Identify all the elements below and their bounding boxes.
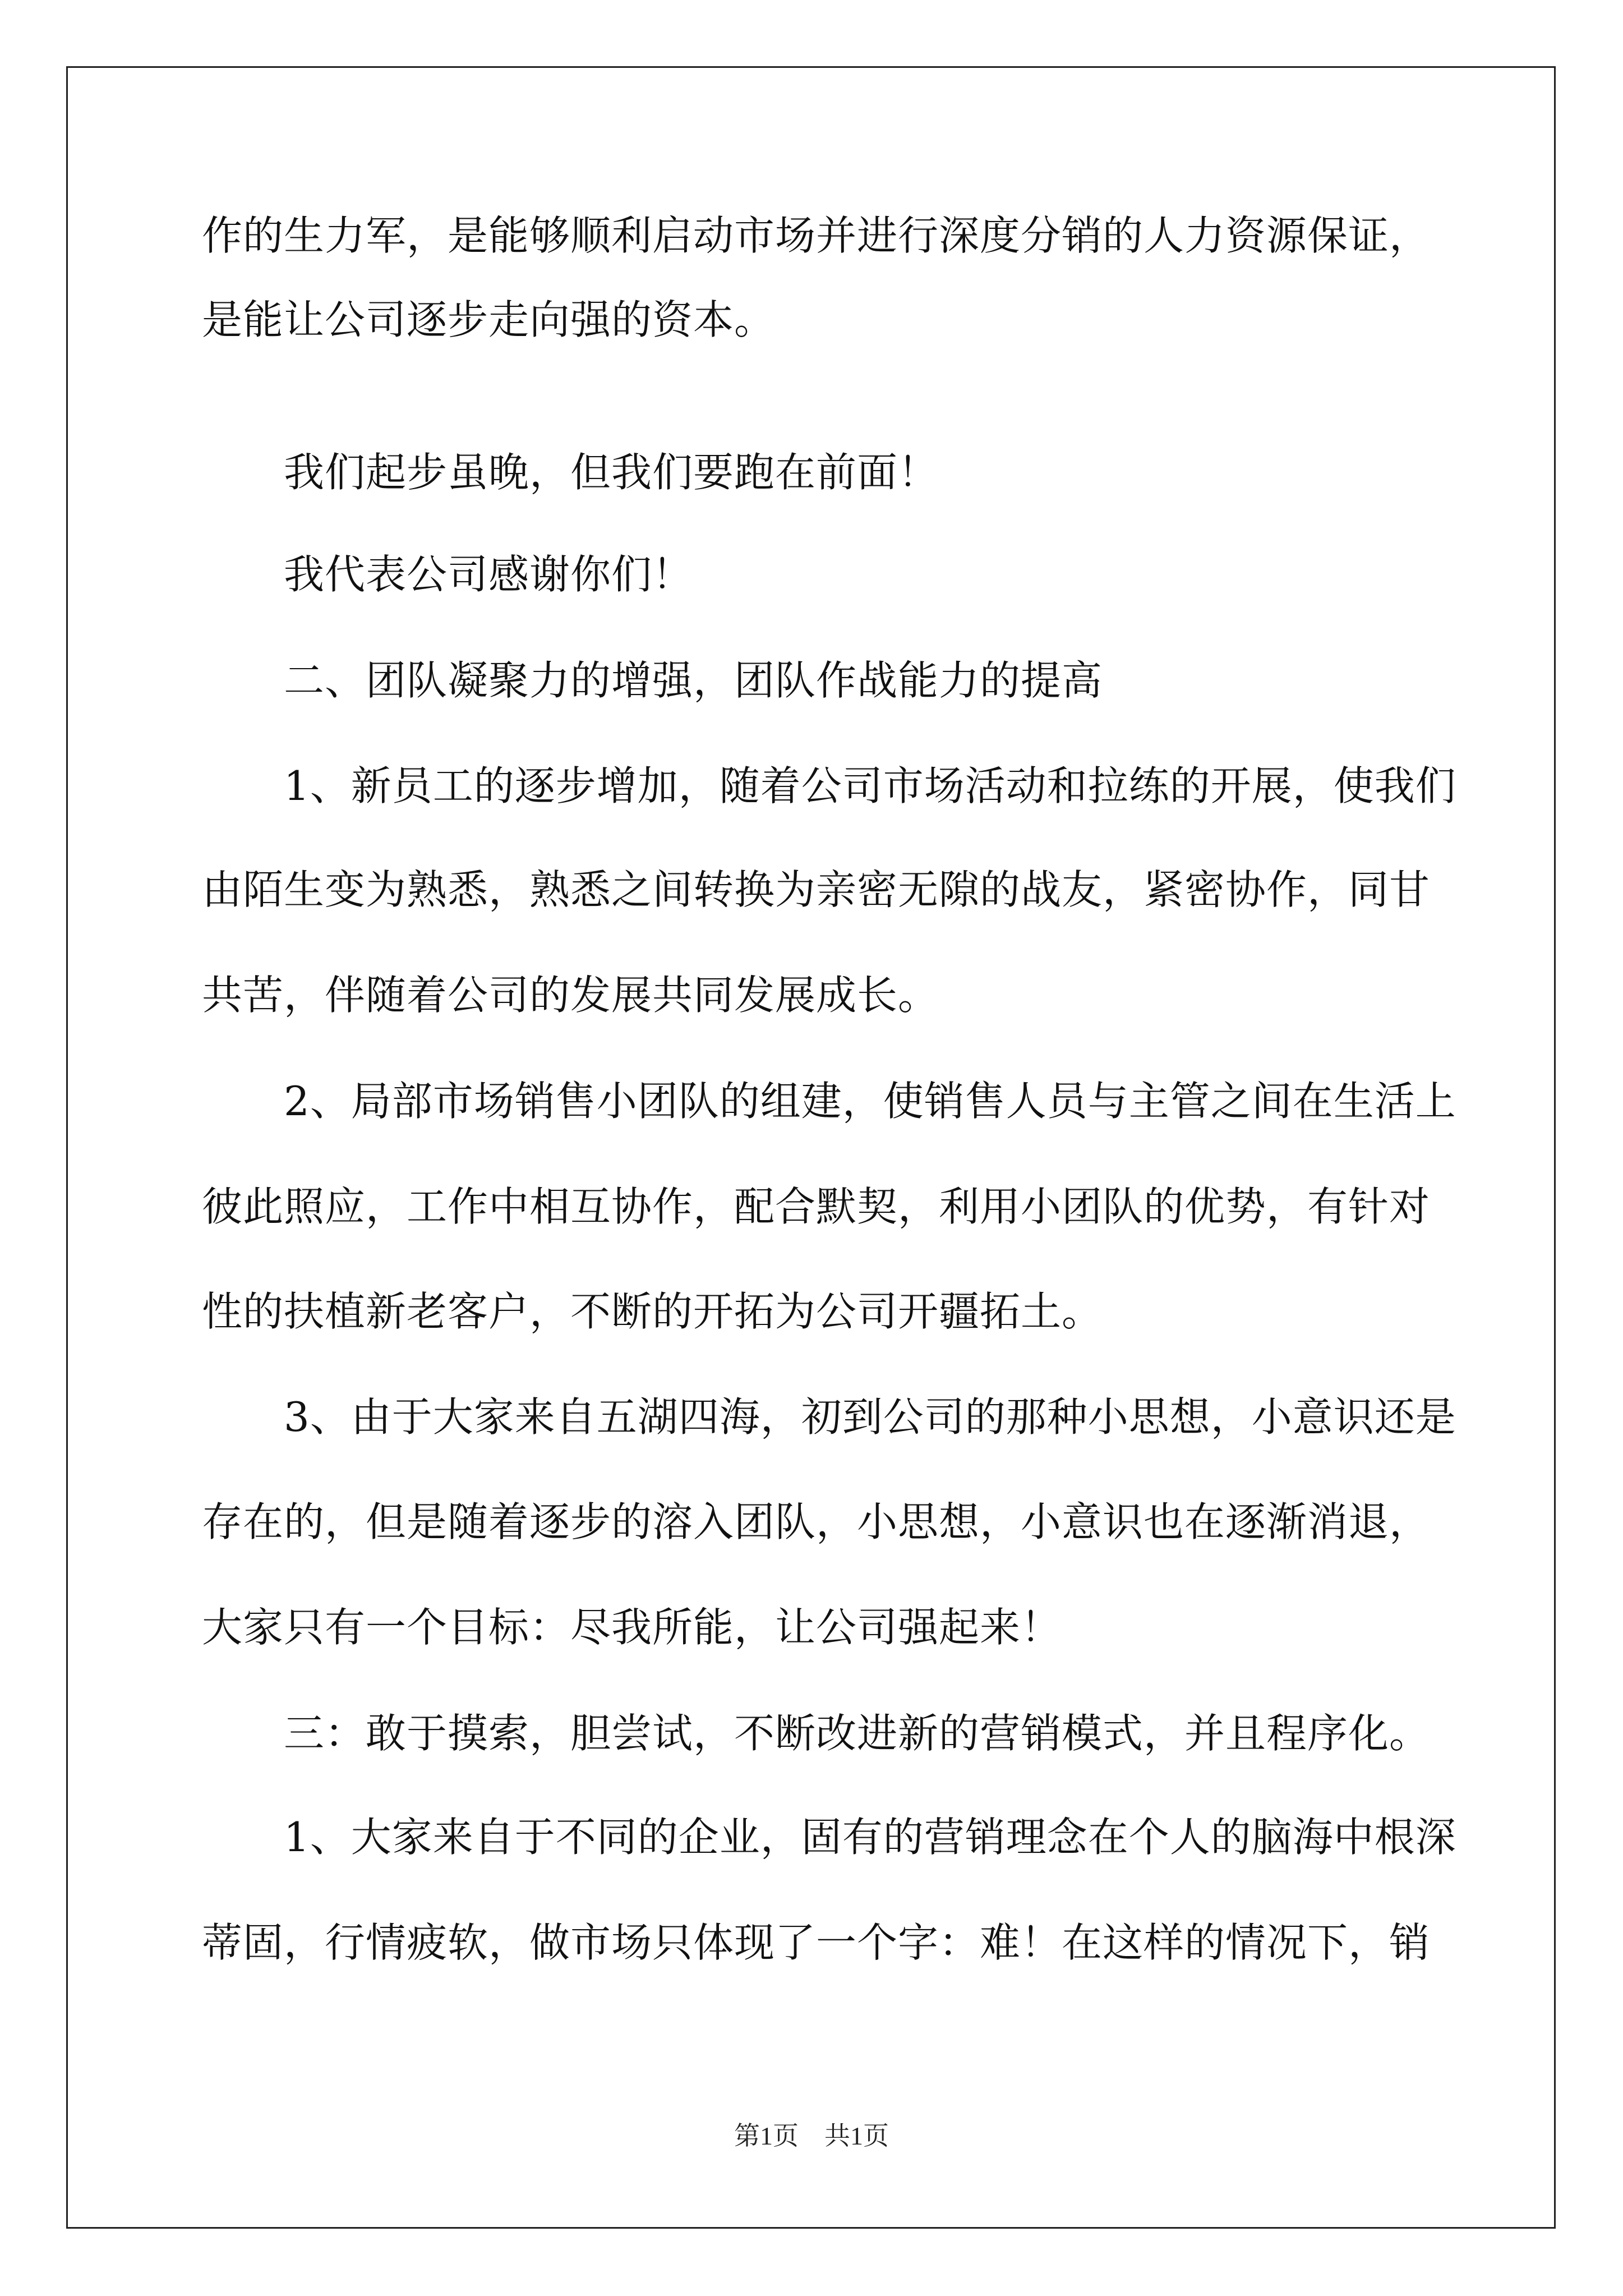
text-line: 三：敢于摸索，胆尝试，不断改进新的营销模式，并且程序化。 [202, 1710, 1431, 1757]
text-line: 作的生力军，是能够顺利启动市场并进行深度分销的人力资源保证， [202, 212, 1431, 259]
text-line: 蒂固，行情疲软，做市场只体现了一个字：难！在这样的情况下，销 [202, 1919, 1431, 1966]
text-line: 1、新员工的逐步增加，随着公司市场活动和拉练的开展，使我们 [202, 762, 1456, 809]
text-line: 是能让公司逐步走向强的资本。 [202, 296, 776, 343]
page-border [66, 66, 1556, 2229]
text-line: 彼此照应，工作中相互协作，配合默契，利用小团队的优势，有针对 [202, 1183, 1431, 1230]
text-line: 存在的，但是随着逐步的溶入团队，小思想，小意识也在逐渐消退， [202, 1498, 1431, 1545]
text-line: 二、团队凝聚力的增强，团队作战能力的提高 [202, 657, 1103, 704]
text-line: 3、由于大家来自五湖四海，初到公司的那种小思想，小意识还是 [202, 1393, 1456, 1441]
text-line: 我代表公司感谢你们！ [202, 551, 694, 598]
text-line: 由陌生变为熟悉，熟悉之间转换为亲密无隙的战友，紧密协作，同甘 [202, 866, 1431, 913]
text-line: 我们起步虽晚，但我们要跑在前面！ [202, 449, 939, 496]
text-line: 1、大家来自于不同的企业，固有的营销理念在个人的脑海中根深 [202, 1814, 1456, 1861]
page-number-footer: 第1页 共1页 [734, 2122, 889, 2150]
text-line: 大家只有一个目标：尽我所能，让公司强起来！ [202, 1604, 1062, 1651]
text-line: 性的扶植新老客户，不断的开拓为公司开疆拓土。 [202, 1288, 1103, 1335]
text-line: 共苦，伴随着公司的发展共同发展成长。 [202, 972, 939, 1019]
text-line: 2、局部市场销售小团队的组建，使销售人员与主管之间在生活上 [202, 1078, 1456, 1125]
